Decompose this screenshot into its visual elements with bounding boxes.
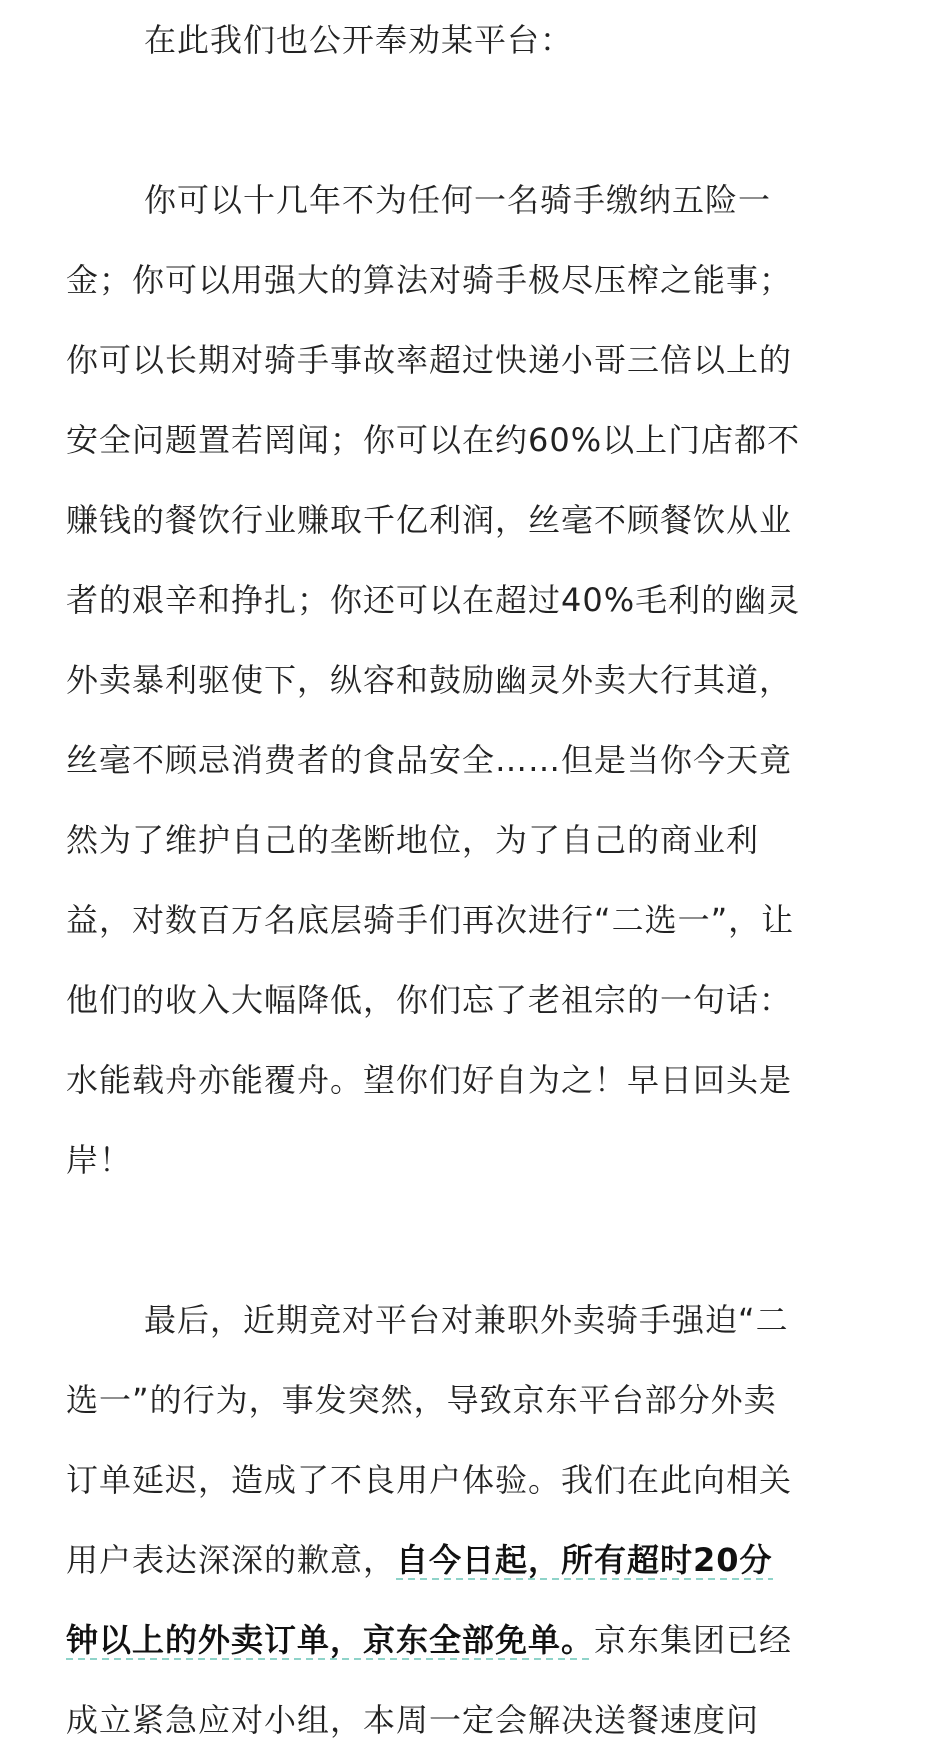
text-line: 水能载舟亦能覆舟。望你们好自为之！早日回头是: [66, 1061, 793, 1099]
article-body: [66, 0, 866, 1760]
text-line: 你可以十几年不为任何一名骑手缴纳五险一: [144, 181, 772, 219]
paragraph-intro: [66, 0, 866, 80]
text-line: 者的艰辛和挣扎；你还可以在超过40%毛利的幽灵: [66, 581, 801, 619]
text-line: 订单延迟，造成了不良用户体验。我们在此向相关: [66, 1461, 793, 1499]
text-line-mixed: [66, 1600, 866, 1680]
text-line: 外卖暴利驱使下，纵容和鼓励幽灵外卖大行其道，: [66, 661, 793, 699]
text-line: 他们的收入大幅降低，你们忘了老祖宗的一句话：: [66, 981, 793, 1019]
text-line: 丝毫不顾忌消费者的食品安全……但是当你今天竟: [66, 741, 793, 779]
highlighted-text: 钟以上的外卖订单，京东全部免单。: [66, 1621, 594, 1663]
paragraph-warning: [66, 160, 866, 1200]
text-line: 赚钱的餐饮行业赚取千亿利润，丝毫不顾餐饮从业: [66, 501, 793, 539]
paragraph-apology: [66, 1280, 866, 1760]
text-line: 最后，近期竞对平台对兼职外卖骑手强迫“二: [144, 1301, 789, 1339]
paragraph-gap: [66, 1200, 866, 1280]
highlighted-text: 自今日起，所有超时20分: [396, 1541, 773, 1583]
text-line: 然为了维护自己的垄断地位，为了自己的商业利: [66, 821, 760, 859]
text-line: 你可以长期对骑手事故率超过快递小哥三倍以上的: [66, 341, 793, 379]
text-line: 成立紧急应对小组，本周一定会解决送餐速度问: [66, 1701, 760, 1739]
text-line-mixed: [66, 1520, 866, 1600]
text-line: 岸！: [66, 1141, 133, 1179]
text-line: 在此我们也公开奉劝某平台：: [144, 21, 574, 59]
paragraph-gap: [66, 80, 866, 160]
text-line: 安全问题置若罔闻；你可以在约60%以上门店都不: [66, 421, 801, 459]
text-line: 金；你可以用强大的算法对骑手极尽压榨之能事；: [66, 261, 793, 299]
text-line: 益，对数百万名底层骑手们再次进行“二选一”，让: [66, 901, 795, 939]
text-line: 选一”的行为，事发突然，导致京东平台部分外卖: [66, 1381, 777, 1419]
text-segment: 用户表达深深的歉意，: [66, 1541, 397, 1579]
text-segment: 京东集团已经: [594, 1621, 793, 1659]
